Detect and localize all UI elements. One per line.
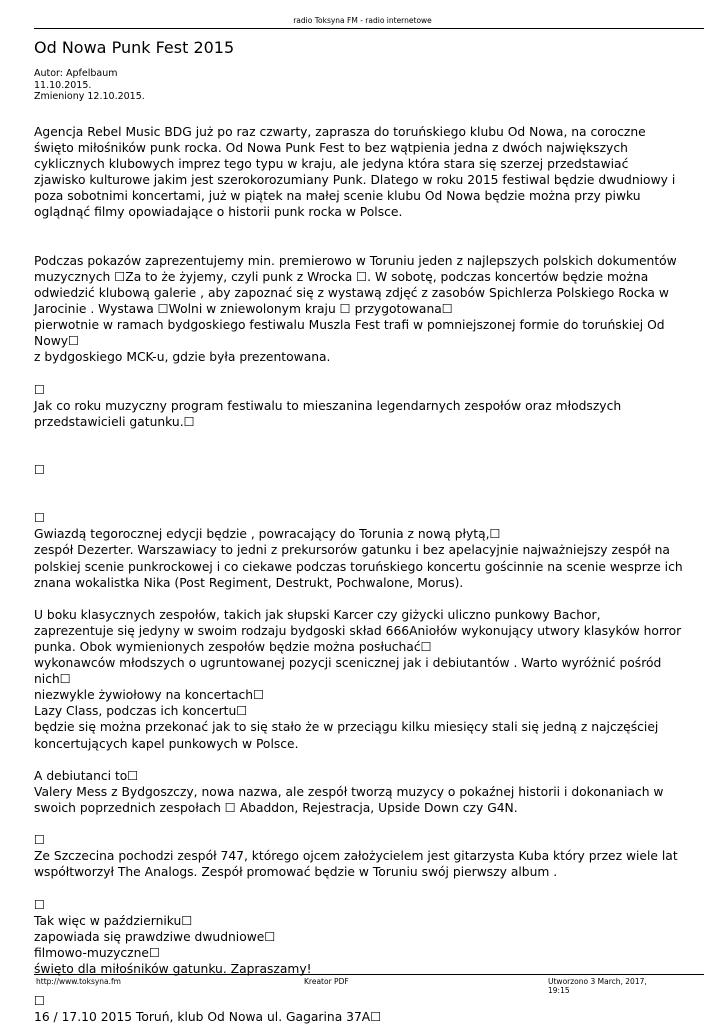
footer-created: Utworzono 3 March, 2017, 19:15 — [548, 977, 647, 995]
body-line: Lazy Class, podczas ich koncertu☐ — [34, 704, 248, 719]
body-line: filmowo-muzyczne☐ — [34, 945, 161, 960]
body-line: z bydgoskiego MCK-u, gdzie była prezentowana. — [34, 350, 331, 365]
body-line: zapowiada się prawdziwe dwudniowe☐ — [34, 929, 276, 944]
body-line: Gwiazdą tegorocznej edycji będzie , powracający do Torunia z nową płytą,☐ — [34, 527, 501, 542]
body-line: punka. Obok wymienionych zespołów będzie można posłuchać☐ — [34, 640, 432, 654]
body-line: odwiedzić klubową galerie , aby zapoznać się z wystawą zdjęć z zasobów Spichlerza Polskiego Rocka w — [34, 285, 669, 300]
blank-line — [34, 221, 686, 237]
header-divider — [34, 28, 704, 29]
body-line: oglądnąć filmy opowiadające o historii punk rocka w Polsce. — [34, 205, 403, 220]
footer-divider — [34, 974, 704, 975]
body-line: poza sobotnimi koncertami, już w piątek na małej scenie klubu Od Nowa będzie można przy piwku — [34, 189, 641, 204]
body-line: ☐ — [34, 833, 46, 848]
blank-line — [34, 591, 686, 607]
body-line: ☐ — [34, 382, 46, 397]
body-line: Podczas pokazów zaprezentujemy min. premierowo w Toruniu jeden z najlepszych polskich dokumentów — [34, 253, 677, 268]
blank-line — [34, 446, 686, 462]
body-line: koncertujących kapel punkowych w Polsce. — [34, 736, 299, 751]
body-line: A debiutanci to☐ — [34, 768, 139, 783]
article-meta — [34, 68, 145, 103]
body-line: Nowy☐ — [34, 334, 80, 349]
footer-url[interactable]: http://www.toksyna.fm — [36, 977, 121, 986]
body-line: zaprezentuje się jedyny w swoim rodzaju bydgoski skład 666Aniołów wykonujący utwory klasyków horror — [34, 623, 682, 638]
body-line: pierwotnie w ramach bydgoskiego festiwalu Muszla Fest trafi w pomniejszonej formie do toruńskiej Od — [34, 318, 665, 333]
body-line: wykonawców młodszych o ugruntowanej pozycji scenicznej jak i debiutantów . Warto wyróżnić pośród — [34, 656, 662, 671]
body-line: współtworzył The Analogs. Zespół promować będzie w Toruniu swój pierwszy album . — [34, 865, 558, 880]
body-line: zjawisko kulturowe jakim jest szerokorozumiany Punk. Dlatego w roku 2015 festiwal będzie dwudniowy i — [34, 173, 676, 188]
page-header: radio Toksyna FM - radio internetowe — [293, 16, 432, 25]
blank-line — [34, 880, 686, 896]
body-line: będzie się można przekonać jak to się stało że w przeciągu kilku miesięcy stali się jedną z najczęściej — [34, 720, 659, 735]
blank-line — [34, 430, 686, 446]
blank-line — [34, 365, 686, 381]
body-line: nich☐ — [34, 672, 71, 687]
blank-line — [34, 494, 686, 510]
blank-line — [34, 816, 686, 832]
body-line: Jarocinie . Wystawa ☐Wolni w zniewolonym kraju ☐ przygotowana☐ — [34, 302, 453, 317]
body-line: Jak co roku muzyczny program festiwalu to mieszanina legendarnych zespołów oraz młodszych — [34, 398, 622, 413]
body-line: zespół Dezerter. Warszawiacy to jedni z prekursorów gatunku i bez apelacyjnie najważniejszy zespół na — [34, 543, 670, 558]
body-line: niezwykle żywiołowy na koncertach☐ — [34, 688, 265, 703]
modified-line: Zmieniony 12.10.2015. — [34, 91, 145, 102]
footer-generator: Kreator PDF — [304, 977, 349, 986]
body-line: Ze Szczecina pochodzi zespół 747, którego ojcem założycielem jest gitarzysta Kuba który przez wiele lat — [34, 849, 678, 864]
article-body — [34, 124, 686, 1025]
body-line: święto dla miłośników gatunku. Zapraszamy! — [34, 961, 312, 976]
body-line: swoich poprzednich zespołach ☐ Abaddon, Rejestracja, Upside Down czy G4N. — [34, 800, 518, 815]
body-line: polskiej scenie punkrockowej i co ciekawe podczas toruńskiego koncertu gościnnie na scenie wesprze ich — [34, 559, 683, 574]
body-line: muzycznych ☐Za to że żyjemy, czyli punk z Wrocka ☐. W sobotę, podczas koncertów będzie można — [34, 269, 649, 284]
body-line: Valery Mess z Bydgoszczy, nowa nazwa, ale zespół tworzą muzycy o pokaźnej historii i dokonaniach w — [34, 784, 664, 799]
body-line: ☐ — [34, 511, 46, 526]
body-line: znana wokalistka Nika (Post Regiment, Destrukt, Pochwalone, Morus). — [34, 575, 464, 590]
body-line: Agencja Rebel Music BDG już po raz czwarty, zaprasza do toruńskiego klubu Od Nowa, na coroczne — [34, 125, 646, 139]
body-line: ☐ — [34, 994, 46, 1009]
body-line: Tak więc w październiku☐ — [34, 913, 193, 928]
body-line: U boku klasycznych zespołów, takich jak słupski Karcer czy giżycki uliczno punkowy Bachor, — [34, 607, 601, 622]
body-line: 16 / 17.10 2015 Toruń, klub Od Nowa ul. Gagarina 37A☐ — [34, 1010, 382, 1025]
blank-line — [34, 752, 686, 768]
date-line: 11.10.2015. — [34, 79, 92, 91]
body-line: święto miłośników punk rocka. Od Nowa Punk Fest to bez wątpienia jedna z dwóch największych — [34, 141, 628, 156]
body-line: ☐ — [34, 897, 46, 912]
blank-line — [34, 237, 686, 253]
blank-line — [34, 478, 686, 494]
article-title: Od Nowa Punk Fest 2015 — [34, 38, 235, 57]
author-line: Autor: Apfelbaum — [34, 68, 118, 79]
body-line: przedstawicieli gatunku.☐ — [34, 414, 195, 429]
body-line: ☐ — [34, 462, 46, 477]
body-line: cyklicznych klubowych imprez tego typu w kraju, ale jedyna która stara się szerzej przedstawiać — [34, 157, 629, 172]
